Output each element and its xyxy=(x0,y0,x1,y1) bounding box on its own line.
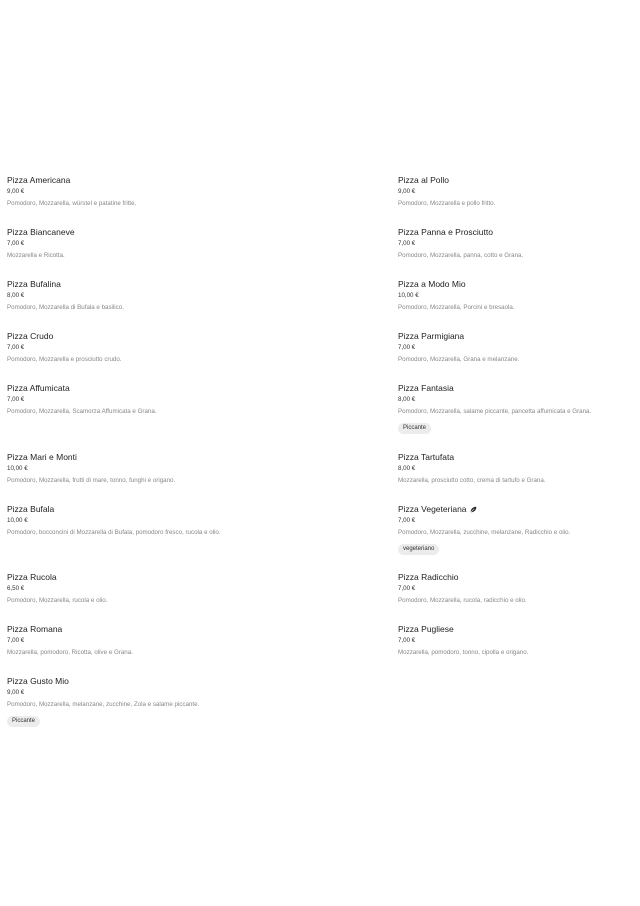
item-name-row xyxy=(398,504,638,515)
item-price: 10,00 € xyxy=(398,292,419,299)
menu-item[interactable] xyxy=(398,279,638,312)
item-description: Pomodoro, Mozzarella di Bufala e basilico. xyxy=(7,304,124,311)
item-name: Pizza Parmigiana xyxy=(398,331,465,341)
menu-item[interactable] xyxy=(7,452,247,485)
item-description: Pomodoro, Mozzarella, Porcini e bresaola. xyxy=(398,304,515,311)
item-name: Pizza Biancaneve xyxy=(7,227,75,237)
menu-item[interactable] xyxy=(398,331,638,364)
item-name: Pizza Mari e Monti xyxy=(7,452,77,462)
menu-item[interactable] xyxy=(7,383,247,416)
item-price: 8,00 € xyxy=(398,396,416,403)
item-price: 9,00 € xyxy=(398,188,416,195)
menu-item[interactable] xyxy=(7,624,247,657)
spicy-badge: Piccante xyxy=(398,423,431,434)
item-description: Mozzarella, pomodoro, tonno, cipolla e origano. xyxy=(398,649,529,656)
item-description: Pomodoro, bocconcini di Mozzarella di Bufala, pomodoro fresco, rucola e olio. xyxy=(7,529,221,536)
vegetarian-badge: vegeteriano xyxy=(398,544,439,555)
item-price: 7,00 € xyxy=(398,344,416,351)
menu-item[interactable] xyxy=(7,175,247,208)
menu-item[interactable] xyxy=(7,331,247,364)
item-price: 7,00 € xyxy=(398,585,416,592)
spicy-badge: Piccante xyxy=(7,716,40,727)
item-description: Mozzarella e Ricotta. xyxy=(7,252,65,259)
item-description: Pomodoro, Mozzarella e prosciutto crudo. xyxy=(7,356,122,363)
item-description: Pomodoro, Mozzarella, würstel e patatine fritte. xyxy=(7,200,137,207)
item-price: 7,00 € xyxy=(398,517,416,524)
menu-item[interactable] xyxy=(7,279,247,312)
item-description: Mozzarella, pomodoro, Ricotta, olive e Grana. xyxy=(7,649,133,656)
item-description: Pomodoro, Mozzarella, panna, cotto e Grana. xyxy=(398,252,524,259)
item-name: Pizza Crudo xyxy=(7,331,54,341)
item-price: 8,00 € xyxy=(7,292,25,299)
item-name: Pizza a Modo Mio xyxy=(398,279,466,289)
menu-item[interactable] xyxy=(7,676,247,727)
item-description: Pomodoro, Mozzarella, Scamorza Affumicata e Grana. xyxy=(7,408,157,415)
item-price: 10,00 € xyxy=(7,465,28,472)
item-price: 7,00 € xyxy=(398,240,416,247)
item-name: Pizza Rucola xyxy=(7,572,57,582)
item-description: Pomodoro, Mozzarella, Grana e melanzane. xyxy=(398,356,520,363)
menu-item[interactable] xyxy=(398,227,638,260)
item-name: Pizza al Pollo xyxy=(398,175,450,185)
item-price: 7,00 € xyxy=(7,396,25,403)
item-name: Pizza Tartufata xyxy=(398,452,455,462)
menu-item[interactable] xyxy=(398,624,638,657)
menu-item[interactable] xyxy=(7,504,247,537)
item-name: Pizza Pugliese xyxy=(398,624,454,634)
item-description: Pomodoro, Mozzarella, salame piccante, pancetta affumicata e Grana. xyxy=(398,408,592,415)
item-name: Pizza Romana xyxy=(7,624,63,634)
item-name: Pizza Panna e Prosciutto xyxy=(398,227,493,237)
item-description: Pomodoro, Mozzarella, rucola, radicchio e olio. xyxy=(398,597,527,604)
item-price: 9,00 € xyxy=(7,188,25,195)
item-name: Pizza Fantasia xyxy=(398,383,454,393)
menu-item[interactable] xyxy=(398,452,638,485)
leaf-icon xyxy=(470,506,477,513)
item-description: Pomodoro, Mozzarella e pollo fritto. xyxy=(398,200,496,207)
menu-item[interactable] xyxy=(398,504,638,555)
item-name: Pizza Americana xyxy=(7,175,71,185)
item-description: Pomodoro, Mozzarella, frutti di mare, tonno, funghi e origano. xyxy=(7,477,176,484)
item-price: 7,00 € xyxy=(7,240,25,247)
item-price: 7,00 € xyxy=(7,344,25,351)
item-price: 8,00 € xyxy=(398,465,416,472)
menu-item[interactable] xyxy=(398,383,638,434)
item-description: Mozzarella, prosciutto cotto, crema di tartufo e Grana. xyxy=(398,477,546,484)
item-price: 6,50 € xyxy=(7,585,25,592)
item-price: 9,00 € xyxy=(7,689,25,696)
menu-item[interactable] xyxy=(7,227,247,260)
item-price: 7,00 € xyxy=(7,637,25,644)
item-name: Pizza Radicchio xyxy=(398,572,459,582)
menu-item[interactable] xyxy=(7,572,247,605)
item-description: Pomodoro, Mozzarella, melanzane, zucchine, Zola e salame piccante. xyxy=(7,701,200,708)
item-price: 7,00 € xyxy=(398,637,416,644)
menu-item[interactable] xyxy=(398,572,638,605)
item-description: Pomodoro, Mozzarella, rucola e olio. xyxy=(7,597,108,604)
item-description: Pomodoro, Mozzarella, zucchine, melanzane, Radicchio e olio. xyxy=(398,529,571,536)
item-price: 10,00 € xyxy=(7,517,28,524)
item-name: Pizza Bufala xyxy=(7,504,55,514)
item-name: Pizza Gusto Mio xyxy=(7,676,69,686)
menu-item[interactable] xyxy=(398,175,638,208)
item-name: Pizza Affumicata xyxy=(7,383,70,393)
item-name: Pizza Vegeteriana xyxy=(398,504,467,514)
item-name: Pizza Bufalina xyxy=(7,279,61,289)
